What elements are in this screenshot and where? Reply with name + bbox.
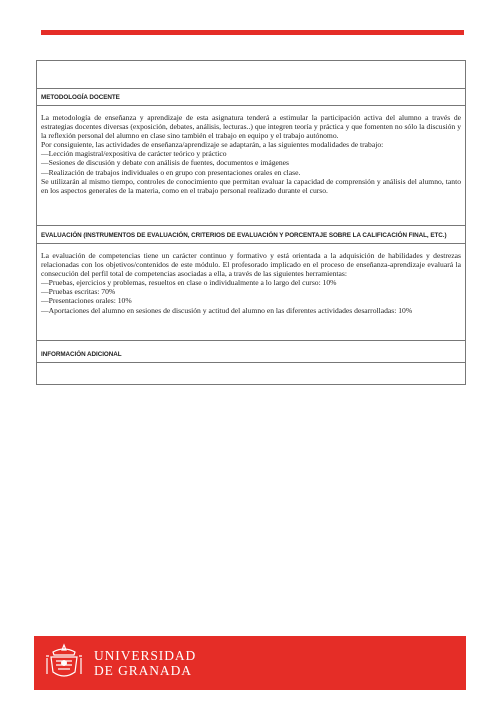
university-name <box>94 648 196 678</box>
list-item: — Sesiones de discusión y debate con análisis de fuentes, documentos e imágenes <box>41 158 461 167</box>
evaluacion-title: EVALUACIÓN (INSTRUMENTOS DE EVALUACIÓN, CRITERIOS DE EVALUACIÓN Y PORCENTAJE SOBRE LA CALIFICACIÓN FINAL, ETC.) <box>41 232 447 239</box>
top-accent-bar <box>41 30 464 35</box>
list-item: — Presentaciones orales: 10% <box>41 296 461 305</box>
university-footer <box>34 636 466 690</box>
evaluacion-header <box>37 226 465 244</box>
informacion-title: INFORMACIÓN ADICIONAL <box>41 351 122 358</box>
informacion-header <box>37 341 465 363</box>
list-item: — Realización de trabajos individuales o en grupo con presentaciones orales en clase. <box>41 168 461 177</box>
list-item: — Pruebas escritas: 70% <box>41 287 461 296</box>
empty-row <box>37 61 465 89</box>
metodologia-para3: Se utilizarán al mismo tiempo, controles de conocimiento que permitan evaluar la capacidad de comprensión y análisis del alumno, tanto en los aspectos generales de la materia, como en el trabajo personal realizado durante el curso. <box>41 176 461 195</box>
metodologia-para2: Por consiguiente, las actividades de enseñanza/aprendizaje se adaptarán, a las siguientes modalidades de trabajo: <box>41 140 384 150</box>
informacion-body <box>37 363 465 384</box>
metodologia-body <box>37 106 465 226</box>
university-name-line1: UNIVERSIDAD <box>94 648 197 663</box>
evaluacion-para1: La evaluación de competencias tiene un carácter continuo y formativo y está orientada a la adquisición de habilidades y destrezas relacionadas con los objetivos/contenidos de este módulo. El profesorado implicado en el proceso de enseñanza-aprendizaje evaluará la consecución del perfil total de competencias asociadas a ella, a través de las siguientes herramientas: <box>41 251 461 279</box>
metodologia-header <box>37 89 465 106</box>
university-seal-icon <box>43 642 85 684</box>
list-item: — Pruebas, ejercicios y problemas, resueltos en clase o individualmente a lo largo del curso: 10% <box>41 278 461 287</box>
university-name-line2: DE GRANADA <box>94 663 192 678</box>
guide-table <box>36 60 466 385</box>
evaluacion-body <box>37 244 465 341</box>
metodologia-para1: La metodología de enseñanza y aprendizaje de esta asignatura tenderá a estimular la participación activa del alumno a través de estrategias docentes diversas (exposición, debates, análisis, lecturas..) que integren teoría y práctica y que fomenten no sólo la discusión y la reflexión personal del alumno en clase sino también el trabajo en equipo y el trabajo autónomo. <box>41 113 461 141</box>
metodologia-title: METODOLOGÍA DOCENTE <box>41 94 120 101</box>
list-item: — Aportaciones del alumno en sesiones de discusión y actitud del alumno en las diferentes actividades desarrolladas: 10% <box>41 306 461 315</box>
list-item: — Lección magistral/expositiva de carácter teórico y práctico <box>41 149 461 158</box>
